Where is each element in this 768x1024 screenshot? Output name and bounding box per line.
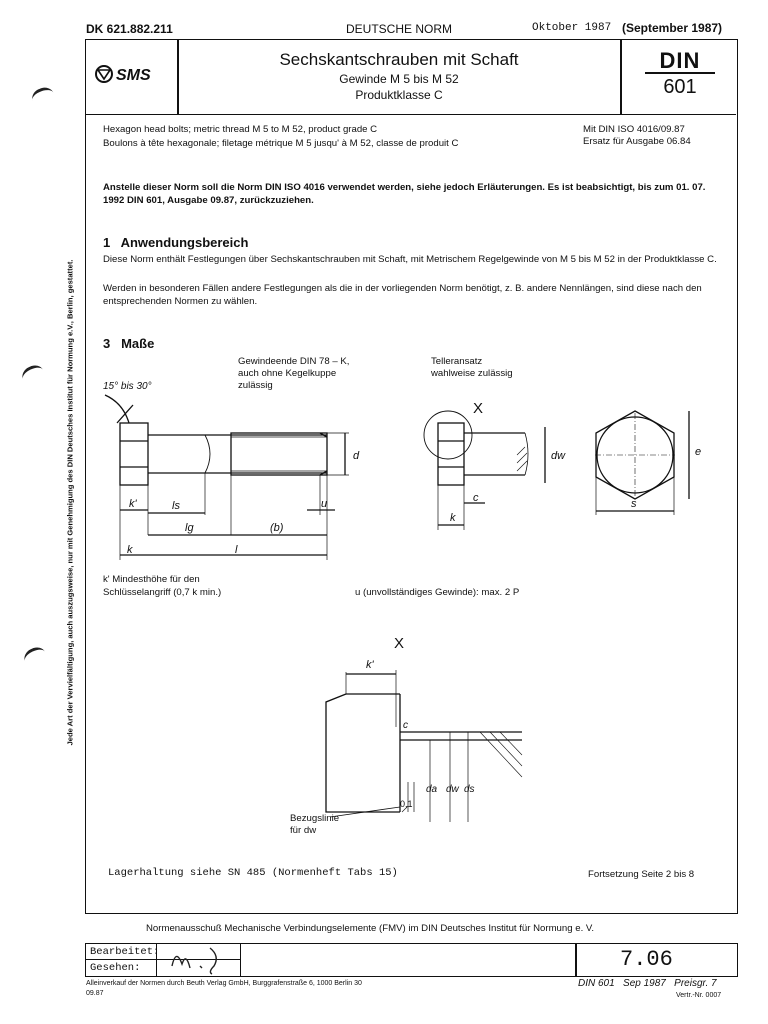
note-k-line-2: Schlüsselangriff (0,7 k min.) — [103, 587, 222, 598]
washer-label-2: wahlweise zulässig — [431, 368, 513, 379]
dim-b-label: (b) — [270, 522, 284, 534]
din-reference: DIN 601 Sep 1987 Preisgr. 7 — [578, 978, 717, 989]
dim-c-label: c — [473, 492, 479, 504]
dk-number: DK 621.882.211 — [86, 22, 173, 36]
lagerhaltung-note: Lagerhaltung siehe SN 485 (Normenheft Tabs 15) — [108, 867, 398, 879]
section-1-heading: 1 Anwendungsbereich — [103, 235, 249, 250]
dim-k-prime-label: k' — [129, 498, 137, 510]
detail-dim-c: c — [403, 720, 408, 731]
page-code: 7.06 — [620, 947, 673, 972]
angle-label: 15° bis 30° — [103, 381, 152, 392]
dim-dw-label: dw — [551, 450, 566, 462]
note-u: u (unvollständiges Gewinde): max. 2 P — [355, 587, 520, 598]
vertr-number: Vertr.-Nr. 0007 — [676, 992, 722, 999]
sales-notice: Alleinverkauf der Normen durch Beuth Verlag GmbH, Burggrafenstraße 6, 1000 Berlin 30 — [86, 980, 362, 987]
sms-logo — [94, 63, 172, 90]
signature-col-end — [240, 943, 241, 977]
dim-k-label: k — [127, 544, 133, 556]
date-printed: (September 1987) — [622, 21, 723, 35]
page-code-divider — [575, 943, 577, 977]
thread-end-label-3: zulässig — [238, 380, 273, 391]
punch-hole-mark-3 — [21, 644, 48, 669]
din-number: 601 — [663, 76, 697, 98]
norm-type: DEUTSCHE NORM — [346, 22, 453, 36]
detail-dim-01: 0,1 — [400, 799, 413, 809]
detail-x-marker: X — [473, 400, 484, 417]
french-title: Boulons à tête hexagonale; filetage métrique M 5 jusqu' à M 52, classe de produit C — [103, 138, 459, 149]
reference-line-label-1: Bezugslinie — [290, 813, 340, 824]
note-k-line-1: k' Mindesthöhe für den — [103, 574, 200, 585]
committee-line: Normenausschuß Mechanische Verbindungselemente (FMV) im DIN Deutsches Institut für Normung e. V. — [146, 923, 595, 934]
reference-line-label-2: für dw — [290, 825, 317, 836]
bolt-side-view-drawing — [95, 375, 735, 565]
copyright-side-note: Jede Art der Vervielfältigung, auch auszugsweise, nur mit Genehmigung des DIN Deutsches Institut für Normung e.V., Berlin, gestattet. — [65, 259, 75, 746]
thread-end-label-2: auch ohne Kegelkuppe — [238, 368, 337, 379]
logo-text: SMS — [116, 67, 151, 84]
detail-x-title: X — [394, 635, 405, 652]
replaces-line-2: Ersatz für Ausgabe 06.84 — [583, 136, 691, 147]
doc-subtitle-1: Gewinde M 5 bis M 52 — [339, 72, 459, 86]
detail-dim-ds: ds — [464, 784, 475, 795]
punch-hole-mark-2 — [19, 362, 46, 387]
title-divider-right — [620, 39, 622, 114]
detail-dim-da: da — [426, 784, 438, 795]
date-code: 09.87 — [86, 990, 104, 997]
notice-text: Anstelle dieser Norm soll die Norm DIN ISO 4016 verwendet werden, siehe jedoch Erläuterungen. Es ist beabsichtigt, bis zum 01. 07. 1992 DIN 601, Ausgabe 09.87, zurückzuziehen. — [103, 182, 706, 206]
doc-subtitle-2: Produktklasse C — [355, 88, 443, 102]
detail-dim-k-prime: k' — [366, 659, 374, 671]
dim-e-label: e — [695, 446, 702, 458]
section-1-para-1: Diese Norm enthält Festlegungen über Sechskantschrauben mit Schaft, mit Metrischem Regelgewinde von M 5 bis M 52 in der Produktklasse C. — [103, 254, 717, 265]
section-3-heading: 3 Maße — [103, 336, 155, 351]
dim-u-label: u — [321, 498, 328, 510]
gesehen-label: Gesehen: — [90, 962, 141, 974]
din-label: DIN — [645, 50, 715, 74]
detail-x-drawing — [290, 632, 530, 842]
punch-hole-mark-1 — [30, 85, 56, 108]
dim-k-label-2: k — [450, 512, 456, 524]
replaces-line-1: Mit DIN ISO 4016/09.87 — [583, 124, 685, 135]
bearbeitet-label: Bearbeitet: — [90, 946, 160, 958]
date-handwritten: Oktober 1987 — [532, 22, 612, 34]
dim-d-label: d — [353, 450, 360, 462]
handwritten-signature — [160, 944, 235, 976]
dim-s-label: s — [631, 498, 637, 510]
section-1-para-2: Werden in besonderen Fällen andere Festlegungen als die in der vorliegenden Norm benötigt, z. B. andere Nennlängen, sind diese nach den entsprechenden Normen zu wählen. — [103, 283, 702, 307]
washer-label-1: Telleransatz — [431, 356, 483, 367]
english-title: Hexagon head bolts; metric thread M 5 to M 52, product grade C — [103, 124, 378, 135]
continuation-note: Fortsetzung Seite 2 bis 8 — [588, 869, 695, 880]
doc-title: Sechskantschrauben mit Schaft — [279, 50, 519, 69]
thread-end-label-1: Gewindeende DIN 78 – K, — [238, 356, 350, 367]
detail-dim-dw: dw — [446, 784, 459, 795]
dim-lg-label: lg — [185, 522, 194, 534]
dim-ls-label: ls — [172, 500, 180, 512]
dim-l-label: l — [235, 544, 238, 556]
